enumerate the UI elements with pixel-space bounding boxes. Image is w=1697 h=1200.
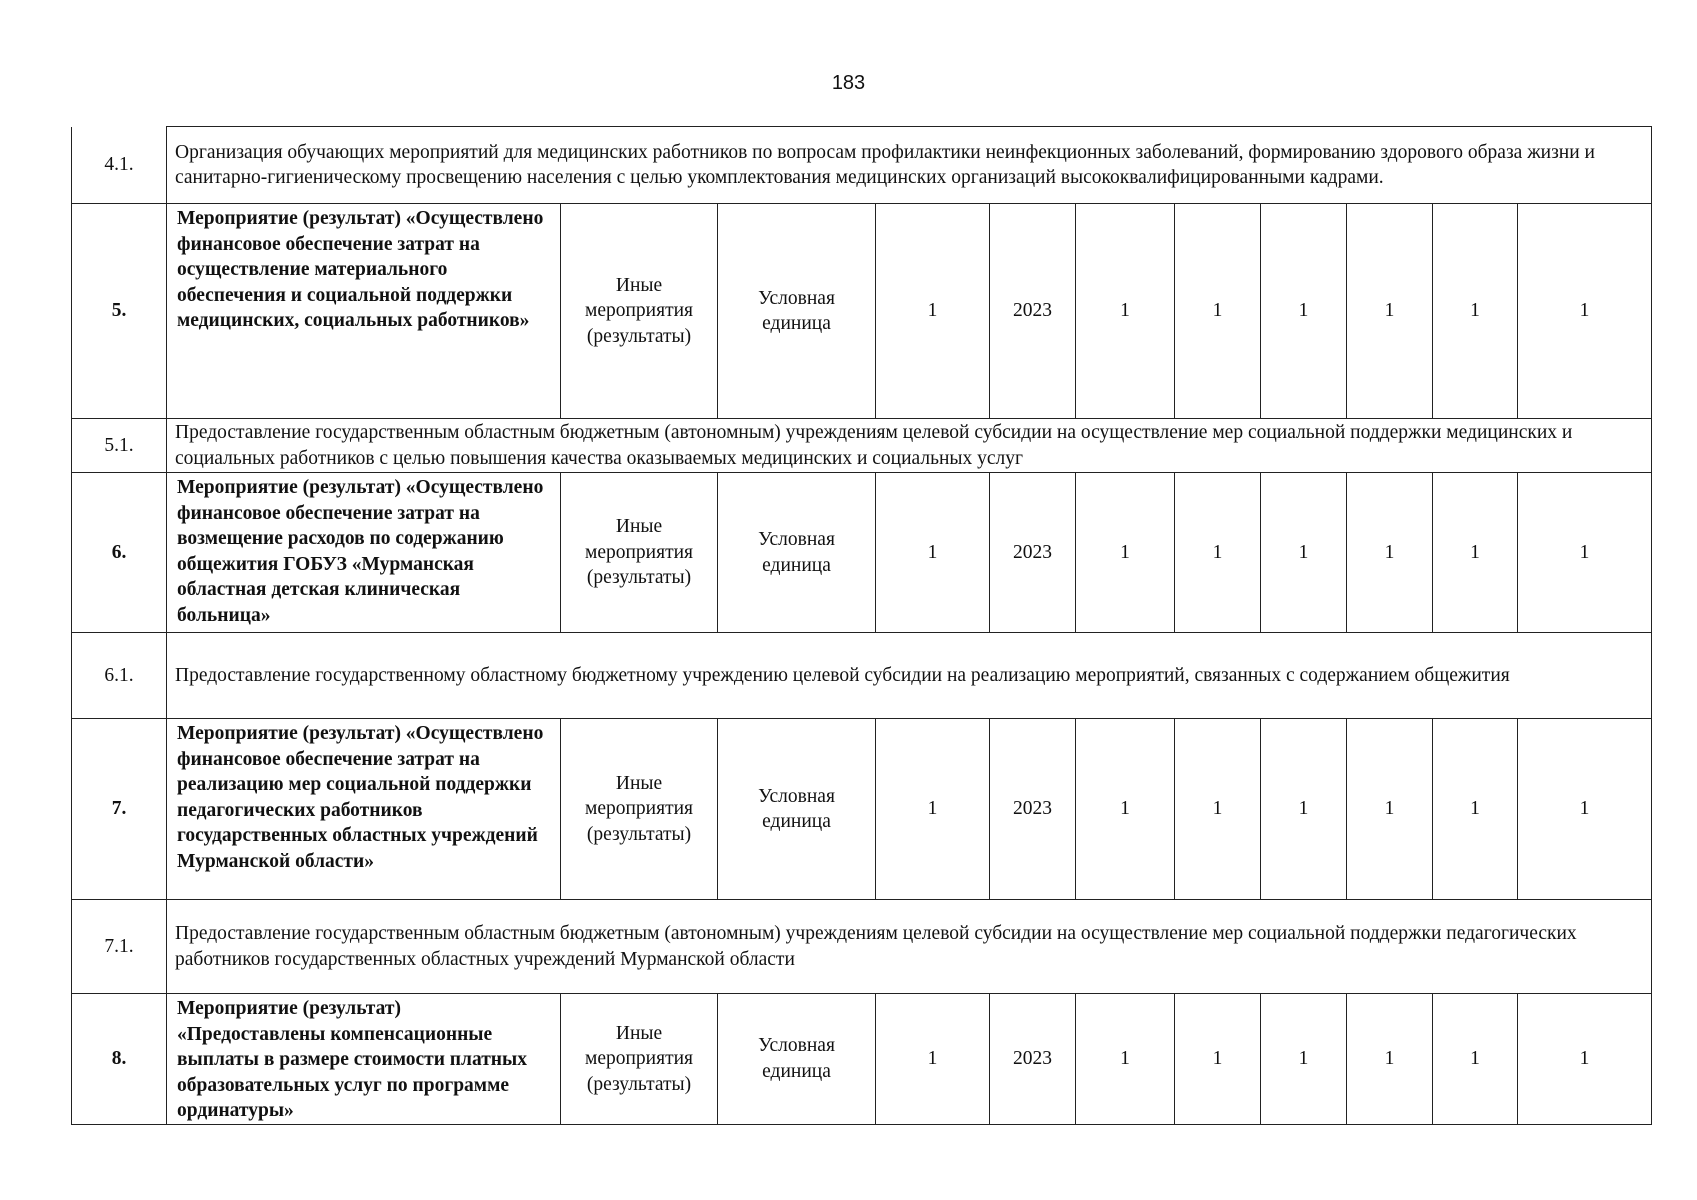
sub-activity-text: Предоставление государственным областным бюджетным (автономным) учреждениям целевой субсидии на осуществление мер социальной поддержки педагогических работников государственных областных учреждений Мурманской области — [167, 900, 1652, 994]
table-row-6 — [72, 473, 1652, 633]
year-value: 1 — [1518, 204, 1652, 419]
table-row-4-1 — [72, 127, 1652, 204]
base-year: 2023 — [990, 719, 1076, 900]
activity-type: Иные мероприятия (результаты) — [561, 204, 718, 419]
row-number: 7.1. — [72, 900, 167, 994]
activity-type: Иные мероприятия (результаты) — [561, 473, 718, 633]
row-number: 8. — [72, 994, 167, 1125]
table-row-7-1 — [72, 900, 1652, 994]
activity-title: Мероприятие (результат) «Предоставлены компенсационные выплаты в размере стоимости платных образовательных услуг по программе ординатуры» — [167, 994, 561, 1125]
unit: Условная единица — [718, 204, 876, 419]
year-value: 1 — [1076, 994, 1175, 1125]
unit: Условная единица — [718, 473, 876, 633]
base-value: 1 — [876, 204, 990, 419]
table-row-5 — [72, 204, 1652, 419]
year-value: 1 — [1518, 994, 1652, 1125]
base-value: 1 — [876, 994, 990, 1125]
base-year: 2023 — [990, 994, 1076, 1125]
year-value: 1 — [1261, 719, 1347, 900]
row-number: 6.1. — [72, 633, 167, 719]
unit: Условная единица — [718, 994, 876, 1125]
table-row-5-1 — [72, 419, 1652, 473]
year-value: 1 — [1347, 204, 1433, 419]
year-value: 1 — [1347, 994, 1433, 1125]
year-value: 1 — [1347, 719, 1433, 900]
year-value: 1 — [1518, 473, 1652, 633]
base-year: 2023 — [990, 473, 1076, 633]
year-value: 1 — [1175, 204, 1261, 419]
base-value: 1 — [876, 719, 990, 900]
table-row-8 — [72, 994, 1652, 1125]
year-value: 1 — [1347, 473, 1433, 633]
year-value: 1 — [1433, 204, 1518, 419]
year-value: 1 — [1433, 994, 1518, 1125]
year-value: 1 — [1175, 473, 1261, 633]
row-number: 4.1. — [72, 127, 167, 204]
year-value: 1 — [1433, 719, 1518, 900]
unit: Условная единица — [718, 719, 876, 900]
sub-activity-text: Организация обучающих мероприятий для медицинских работников по вопросам профилактики неинфекционных заболеваний, формированию здорового образа жизни и санитарно-гигиеническому просвещению населения с целью укомплектования медицинских организаций высококвалифицированными кадрами. — [167, 127, 1652, 204]
year-value: 1 — [1076, 473, 1175, 633]
table-row-6-1 — [72, 633, 1652, 719]
year-value: 1 — [1261, 204, 1347, 419]
activity-type: Иные мероприятия (результаты) — [561, 994, 718, 1125]
activity-type: Иные мероприятия (результаты) — [561, 719, 718, 900]
row-number: 5.1. — [72, 419, 167, 473]
base-value: 1 — [876, 473, 990, 633]
base-year: 2023 — [990, 204, 1076, 419]
year-value: 1 — [1433, 473, 1518, 633]
activity-title: Мероприятие (результат) «Осуществлено финансовое обеспечение затрат на возмещение расходов по содержанию общежития ГОБУЗ «Мурманская областная детская клиническая больница» — [167, 473, 561, 633]
row-number: 7. — [72, 719, 167, 900]
row-number: 6. — [72, 473, 167, 633]
activity-title: Мероприятие (результат) «Осуществлено финансовое обеспечение затрат на осуществление материального обеспечения и социальной поддержки медицинских, социальных работников» — [167, 204, 561, 419]
page-number: 183 — [831, 72, 866, 94]
activity-title: Мероприятие (результат) «Осуществлено финансовое обеспечение затрат на реализацию мер социальной поддержки педагогических работников государственных областных учреждений Мурманской области» — [167, 719, 561, 900]
year-value: 1 — [1518, 719, 1652, 900]
activities-table — [71, 126, 1652, 1125]
sub-activity-text: Предоставление государственным областным бюджетным (автономным) учреждениям целевой субсидии на осуществление мер социальной поддержки медицинских и социальных работников с целью повышения качества оказываемых медицинских и социальных услуг — [167, 419, 1652, 473]
year-value: 1 — [1175, 994, 1261, 1125]
table-row-7 — [72, 719, 1652, 900]
row-number: 5. — [72, 204, 167, 419]
year-value: 1 — [1076, 204, 1175, 419]
sub-activity-text: Предоставление государственному областному бюджетному учреждению целевой субсидии на реализацию мероприятий, связанных с содержанием общежития — [167, 633, 1652, 719]
year-value: 1 — [1261, 473, 1347, 633]
year-value: 1 — [1076, 719, 1175, 900]
year-value: 1 — [1175, 719, 1261, 900]
year-value: 1 — [1261, 994, 1347, 1125]
